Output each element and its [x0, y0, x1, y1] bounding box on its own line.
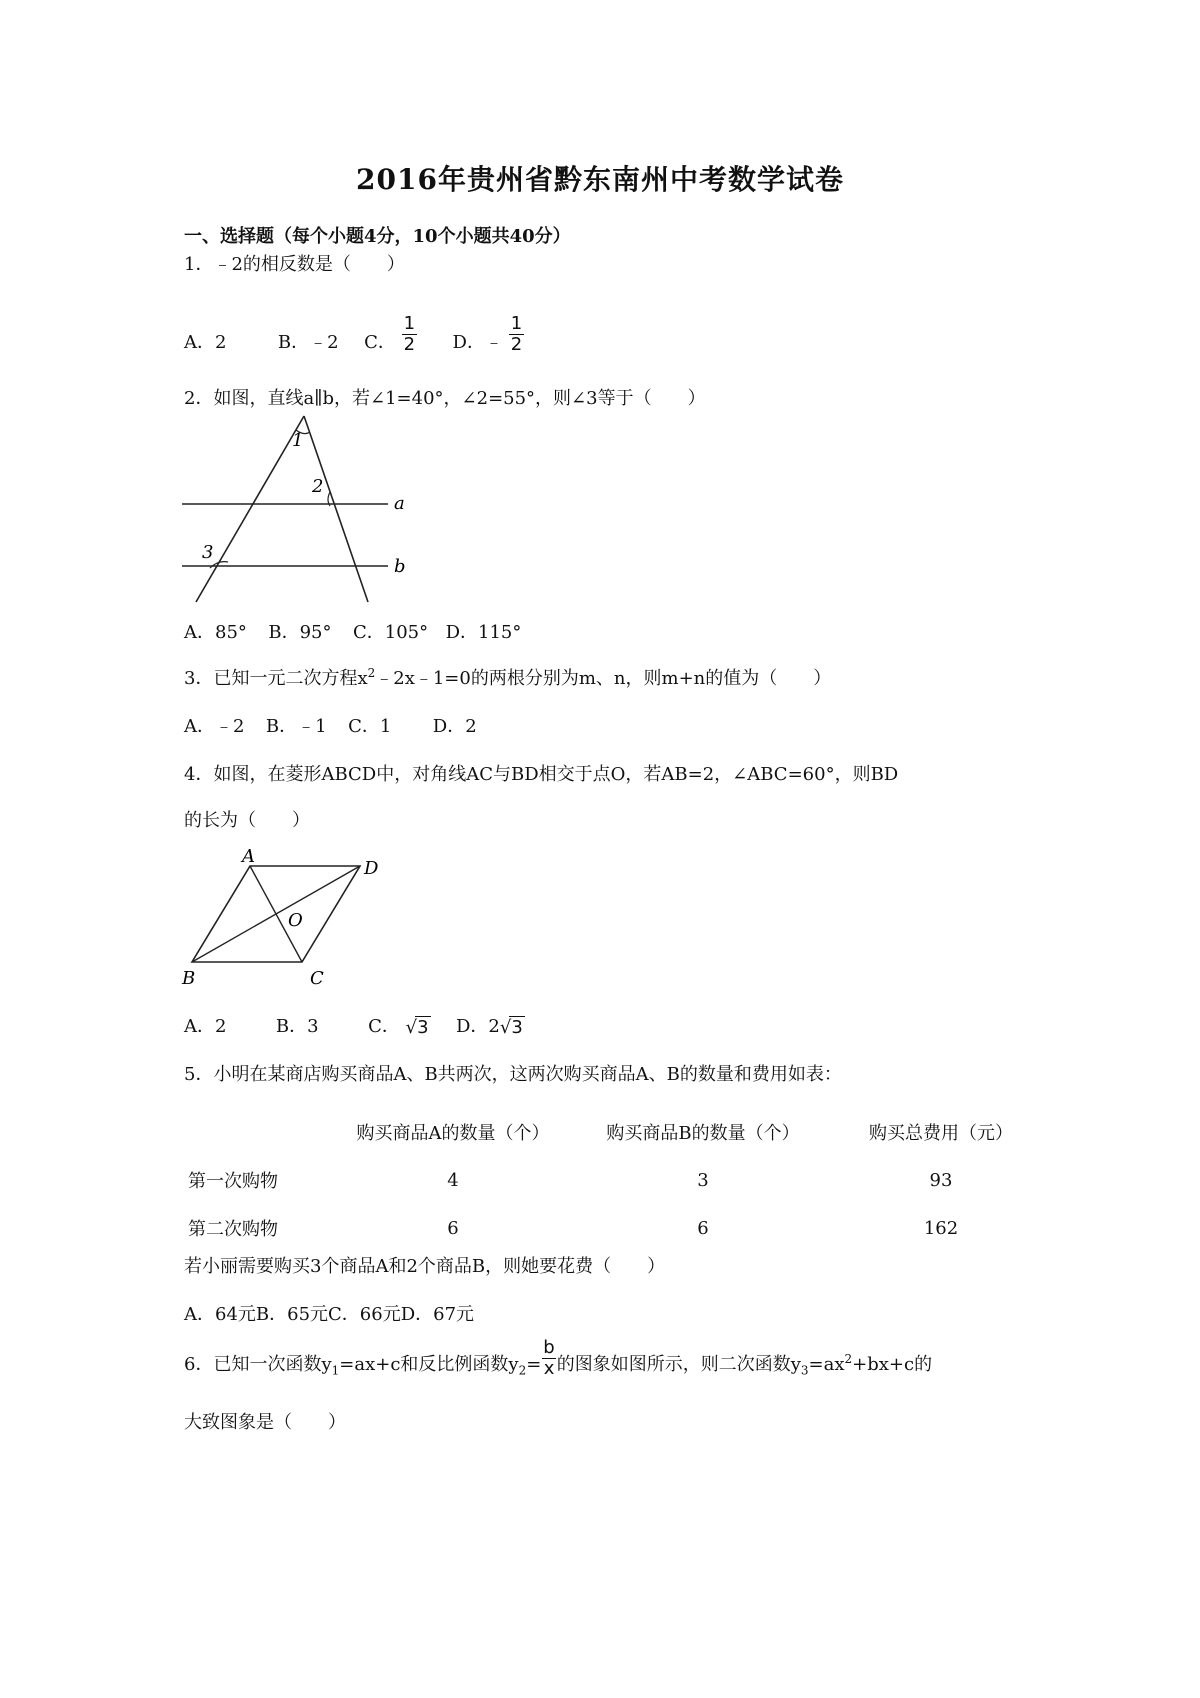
question-3-options: [184, 712, 477, 738]
angle-2-label: 2: [312, 476, 324, 497]
table-row: [184, 1204, 1054, 1252]
page-title: 2016年贵州省黔东南州中考数学试卷: [356, 163, 844, 196]
q4-option-a: A．2: [184, 1016, 227, 1037]
line-a-label: a: [394, 493, 405, 514]
angle-3-label: 3: [202, 542, 214, 563]
question-5-followup: 若小丽需要购买3个商品A和2个商品B，则她要花费（ ）: [184, 1256, 666, 1277]
q3-option-c: C．1: [348, 716, 392, 737]
question-4-options: [184, 1012, 525, 1038]
section-heading: 一、选择题（每个小题4分，10个小题共40分）: [184, 226, 571, 247]
q4-option-c: C．: [368, 1016, 400, 1037]
table-cell: 第二次购物: [188, 1219, 278, 1240]
q2-option-d: D．115°: [445, 622, 522, 643]
table-cell: 6: [447, 1217, 459, 1239]
purchase-table: [184, 1108, 1054, 1252]
table-header: 购买商品B的数量（个）: [606, 1123, 800, 1144]
question-5-stem: 5．小明在某商店购买商品A、B共两次，这两次购买商品A、B的数量和费用如表：: [184, 1064, 842, 1085]
q1-fraction-neg-half: $\frac{1}{2}$: [510, 313, 523, 355]
q3-option-d: D．2: [432, 716, 477, 737]
center-o-label: O: [288, 910, 303, 931]
q4-sqrt3-c: √3: [405, 1016, 429, 1038]
table-cell: 4: [447, 1169, 459, 1191]
question-4-stem-line2: 的长为（ ）: [184, 810, 310, 831]
vertex-d-label: D: [364, 858, 379, 879]
table-cell: 162: [923, 1217, 959, 1239]
parallel-lines-figure: [180, 412, 410, 604]
rhombus-figure: [180, 848, 400, 990]
table-cell: 第一次购物: [188, 1171, 278, 1192]
q4-sqrt3-d: √3: [499, 1016, 523, 1038]
question-3-stem: 3．已知一元二次方程$x^2﹣2x﹣1=0$的两根分别为m、n，则m+n的值为（ ）: [184, 666, 832, 689]
question-6-stem-line2: 大致图象是（ ）: [184, 1412, 346, 1433]
question-1-options: [184, 313, 524, 355]
q3-option-b: B．﹣1: [265, 716, 327, 737]
q6-fraction-b-over-x: $\frac{b}{x}$: [543, 1336, 555, 1379]
table-header: 购买商品A的数量（个）: [356, 1123, 550, 1144]
table-header: 购买总费用（元）: [869, 1123, 1013, 1144]
q2-option-c: C．105°: [352, 622, 429, 643]
vertex-c-label: C: [310, 968, 324, 989]
q1-fraction-half: $\frac{1}{2}$: [403, 313, 416, 355]
table-cell: 3: [697, 1169, 709, 1191]
table-cell: 6: [697, 1217, 709, 1239]
q3-option-a: A．﹣2: [184, 716, 245, 737]
table-header-row: [184, 1108, 1054, 1156]
q1-option-c: C．: [364, 331, 396, 353]
line-b-label: b: [394, 556, 406, 577]
q2-option-a: A．85°: [184, 622, 247, 643]
table-cell: 93: [929, 1169, 953, 1191]
vertex-b-label: B: [182, 968, 196, 989]
question-2-stem: 2．如图，直线a∥b，若∠1=40°，∠2=55°，则∠3等于（ ）: [184, 388, 706, 409]
q1-option-d: D．﹣: [452, 331, 503, 353]
question-2-options: [184, 618, 521, 644]
question-6-stem: 6．已知一次函数$y_1=ax+c$和反比例函数$y_2=$ $\frac{b}{x}$ 的图象如图所示，则二次函数$y_3=ax^2+bx+c$的: [184, 1336, 933, 1379]
q2-option-b: B．95°: [268, 622, 332, 643]
vertex-a-label: A: [242, 848, 255, 867]
question-5-options: A．64元B．65元C．66元D．67元: [184, 1304, 475, 1325]
question-4-stem-line1: 4．如图，在菱形ABCD中，对角线AC与BD相交于点O，若AB=2，∠ABC=60°，则BD: [184, 764, 899, 785]
question-1-stem: 1．﹣2的相反数是（ ）: [184, 254, 405, 275]
angle-1-label: 1: [292, 430, 304, 451]
q1-option-b: B．﹣2: [277, 331, 339, 353]
q4-option-b: B．3: [275, 1016, 319, 1037]
table-row: [184, 1156, 1054, 1204]
q4-option-d: D．2: [456, 1016, 500, 1037]
q1-option-a: A．2: [184, 331, 227, 353]
